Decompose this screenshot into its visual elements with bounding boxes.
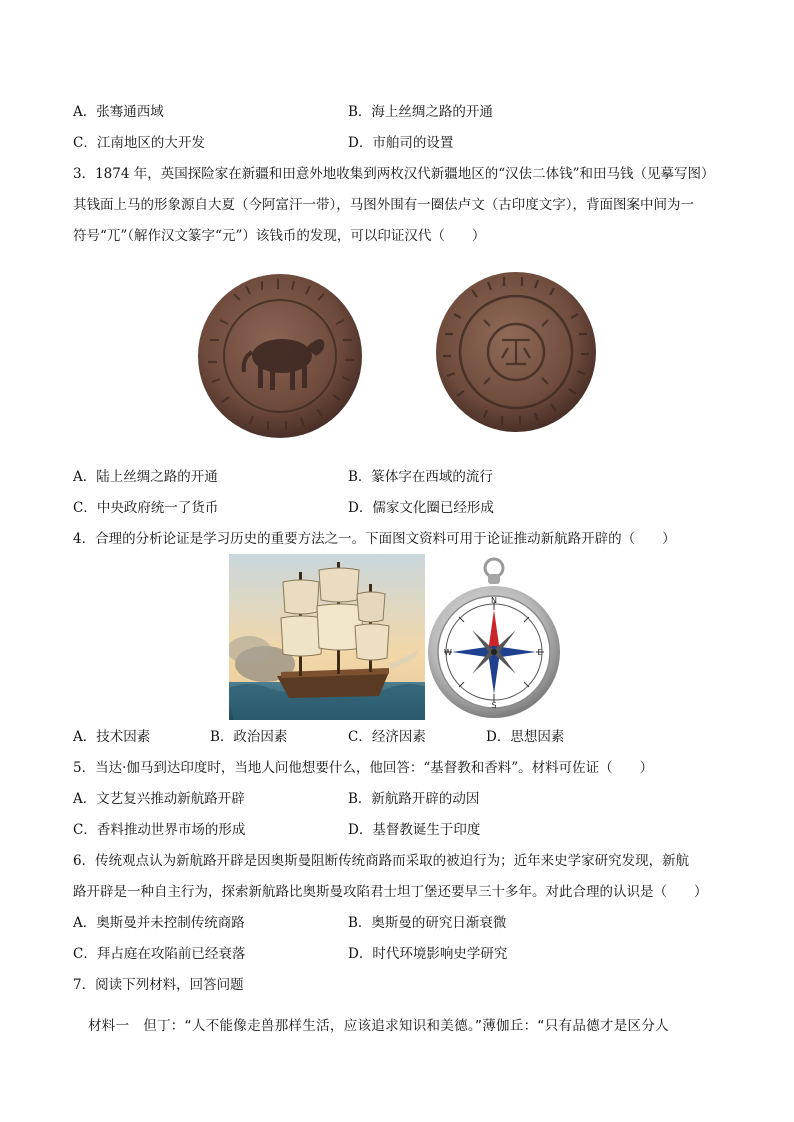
q5-option-d: D．基督教诞生于印度 <box>348 822 481 838</box>
compass-letter-s: S <box>491 701 497 710</box>
compass-letter-w: W <box>444 648 452 657</box>
compass-letter-e: E <box>537 648 543 657</box>
q2-option-d: D．市舶司的设置 <box>348 135 454 151</box>
q6-option-c: C．拜占庭在攻陷前已经衰落 <box>73 946 246 962</box>
q6-option-d: D．时代环境影响史学研究 <box>348 946 508 962</box>
q6-option-a: A．奥斯曼并未控制传统商路 <box>73 915 245 931</box>
q6-stem-line1: 6．传统观点认为新航路开辟是因奥斯曼阻断传统商路而采取的被迫行为；近年来史学家研究发现，新航 <box>73 853 690 869</box>
q3-option-a: A．陆上丝绸之路的开通 <box>73 469 218 485</box>
compass-image <box>424 556 566 724</box>
compass-letter-n: N <box>491 596 497 605</box>
q2-option-b: B．海上丝绸之路的开通 <box>348 104 493 120</box>
q3-option-d: D．儒家文化圈已经形成 <box>348 500 494 516</box>
q5-option-a: A．文艺复兴推动新航路开辟 <box>73 791 245 807</box>
q4-option-a: A．技术因素 <box>73 729 151 745</box>
q2-option-a: A．张骞通西域 <box>73 104 164 120</box>
q5-stem-line1: 5．当达·伽马到达印度时，当地人问他想要什么，他回答：“基督教和香料”。材料可佐证（ ） <box>73 760 654 776</box>
q5-option-c: C．香料推动世界市场的形成 <box>73 822 246 838</box>
q3-stem-line1: 3．1874 年，英国探险家在新疆和田意外地收集到两枚汉代新疆地区的“汉佉二体钱”和田马钱（见摹写图） <box>73 166 715 182</box>
horse-coin-obverse-image <box>194 270 366 446</box>
q4-option-d: D．思想因素 <box>486 729 565 745</box>
q6-option-b: B．奥斯曼的研究日渐衰微 <box>348 915 507 931</box>
q4-option-c: C．经济因素 <box>348 729 426 745</box>
q3-option-c: C．中央政府统一了货币 <box>73 500 219 516</box>
q7-stem-line1: 7．阅读下列材料，回答问题 <box>73 977 244 993</box>
sailing-ship-image <box>229 554 425 724</box>
q4-option-b: B．政治因素 <box>210 729 288 745</box>
q6-stem-line2: 路开辟是一种自主行为，探索新航路比奥斯曼攻陷君士坦丁堡还要早三十多年。对此合理的认识是（ ） <box>73 884 708 900</box>
q4-stem-line1: 4．合理的分析论证是学习历史的重要方法之一。下面图文资料可用于论证推动新航路开辟的（ ） <box>73 531 676 547</box>
horse-coin-reverse-image <box>432 268 600 440</box>
q7-material-one: 材料一 但丁：“人不能像走兽那样生活，应该追求知识和美德。”薄伽丘：“只有品德才是区分人 <box>88 1018 669 1034</box>
q3-stem-line2: 其钱面上马的形象源自大夏（今阿富汗一带），马图外围有一圈佉卢文（古印度文字），背面图案中间为一 <box>73 197 694 213</box>
q5-option-b: B．新航路开辟的动因 <box>348 791 480 807</box>
q2-option-c: C．江南地区的大开发 <box>73 135 205 151</box>
q3-stem-line3: 符号“兀”（解作汉文篆字“元”）该钱币的发现，可以印证汉代（ ） <box>73 228 486 244</box>
q3-option-b: B．篆体字在西域的流行 <box>348 469 493 485</box>
